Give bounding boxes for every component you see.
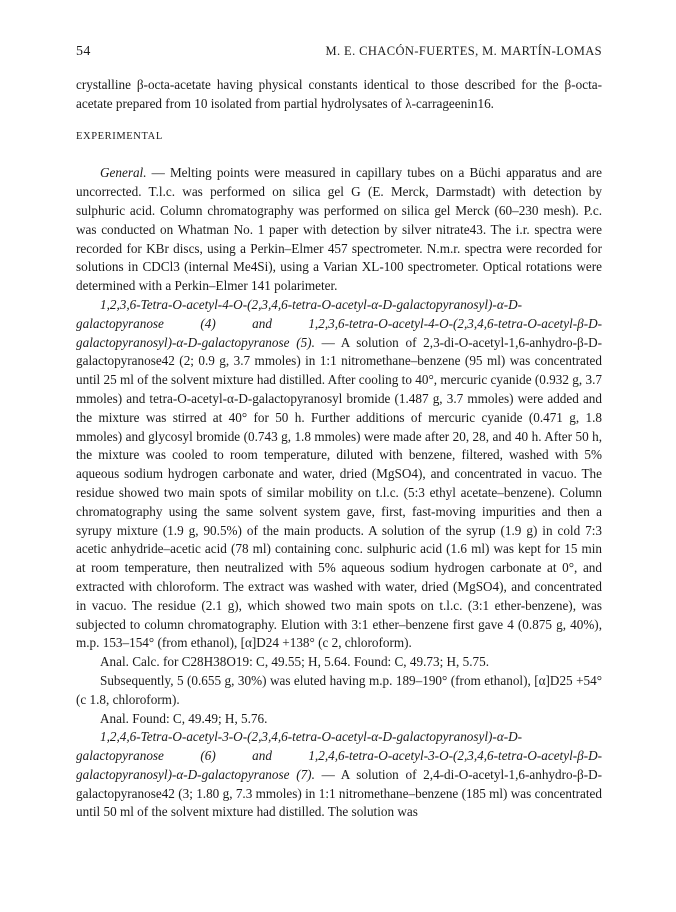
general-paragraph (76, 164, 602, 296)
compound-4-5-text: — A solution of 2,3-di-O-acetyl-1,6-anhydro-β-D-galactopyranose42 (2; 0.9 g, 3.7 mmoles) in 1:1 nitromethane–benzene (95 ml) was concentrated until 25 ml of the solvent mixture had distilled. After cooling to 40°, mercuric cyanide (0.932 g, 3.7 mmoles) and tetra-O-acetyl-α-D-galactopyranosyl bromide (1.487 g, 3.7 mmoles) were added and the mixture was stirred at 40° for 50 h. Further additions of mercuric cyanide (0.471 g, 1.8 mmoles) and glycosyl bromide (0.743 g, 1.8 mmoles) were made after 20, 28, and 40 h. After 50 h, the mixture was cooled to room temperature, diluted with benzene, filtered, washed with 5% aqueous sodium hydrogen carbonate and water, dried (MgSO4), and concentrated in vacuo. The residue showed two main spots of similar mobility on t.l.c. (5:3 ethyl acetate–benzene). Column chromatography using the same solvent system gave, first, fast-moving impurities and then a syrupy mixture (1.9 g, 90.5%) of the main products. A solution of the syrup (1.9 g) in cold 7:3 acetic anhydride–acetic acid (78 ml) containing conc. sulphuric acid (1.6 ml) was kept for 15 min at room temperature, then neutralized with 5% aqueous sodium hydrogen carbonate at 0°, and extracted with chloroform. The extract was washed with water, dried (MgSO4), and concentrated in vacuo. The residue (2.1 g), which showed two main spots on t.l.c. (3:1 ether-benzene), was subjected to column chromatography. Elution with 3:1 ether–benzene first gave 4 (0.875 g, 40%), m.p. 153–154° (from ethanol), [α]D24 +138° (c 2, chloroform). (76, 334, 602, 651)
section-heading: EXPERIMENTAL (76, 130, 163, 142)
subsequent-elution: Subsequently, 5 (0.655 g, 30%) was eluted having m.p. 189–190° (from ethanol), [α]D25 +54° (c 1.8, chloroform). (76, 672, 602, 707)
page-number: 54 (76, 44, 91, 59)
analysis-5: Anal. Found: C, 49.49; H, 5.76. (100, 710, 268, 726)
compound-4-5-paragraph (76, 296, 602, 653)
body-text (76, 76, 602, 822)
intro-paragraph: crystalline β-octa-acetate having physical constants identical to those described for the β-octa-acetate prepared from 10 isolated from partial hydrolysates of λ-carrageenin16. (76, 77, 602, 111)
analysis-4: Anal. Calc. for C28H38O19: C, 49.55; H, 5.64. Found: C, 49.73; H, 5.75. (100, 654, 490, 670)
compound-4-5-title: 1,2,3,6-Tetra-O-acetyl-4-O-(2,3,4,6-tetra-O-acetyl-α-D-galactopyranosyl)-α-D-galactopyranose (4) and 1,2,3,6-tetra-O-acetyl-4-O-(2,3,4,6-tetra-O-acetyl-β-D-galactopyranosyl)-α-D-galactopyranose (5). (76, 296, 602, 350)
general-label: General. (100, 165, 147, 181)
general-text: — Melting points were measured in capillary tubes on a Büchi apparatus and are uncorrected. T.l.c. was performed on silica gel G (E. Merck, Darmstadt) with detection by sulphuric acid. Column chromatography was performed on silica gel Merck (60–230 mesh). P.c. was conducted on Whatman No. 1 paper with detection by silver nitrate43. The i.r. spectra were recorded for KBr discs, using a Perkin–Elmer 457 spectrometer. N.m.r. spectra were recorded for solutions in CDCl3 (internal Me4Si), using a Varian XL-100 spectrometer. Optical rotations were determined with a Perkin–Elmer 141 polarimeter. (76, 165, 602, 294)
compound-6-7-paragraph (76, 728, 602, 822)
running-title: M. E. CHACÓN-FUERTES, M. MARTÍN-LOMAS (325, 44, 602, 58)
compound-6-7-text: — A solution of 2,4-di-O-acetyl-1,6-anhydro-β-D-galactopyranose42 (3; 1.80 g, 7.3 mmoles) in 1:1 nitromethane–benzene (185 ml) was concentrated until 50 ml of the solvent mixture had distilled. The solution was (76, 766, 602, 820)
compound-6-7-title: 1,2,4,6-Tetra-O-acetyl-3-O-(2,3,4,6-tetra-O-acetyl-α-D-galactopyranosyl)-α-D-galactopyranose (6) and 1,2,4,6-tetra-O-acetyl-3-O-(2,3,4,6-tetra-O-acetyl-β-D-galactopyranosyl)-α-D-galactopyranose (7). (76, 729, 602, 782)
running-header (76, 44, 602, 60)
